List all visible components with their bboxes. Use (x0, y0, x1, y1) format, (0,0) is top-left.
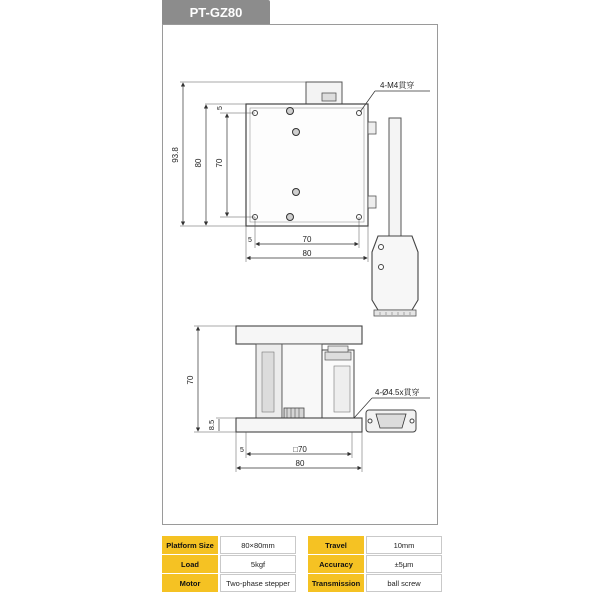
dim-5-bottom: 5 (248, 237, 252, 244)
product-title: PT-GZ80 (189, 4, 243, 20)
spec-label-accuracy: Accuracy (308, 555, 364, 573)
spec-value-motor: Two-phase stepper (220, 574, 296, 592)
dim-8-5-base: 8.5 (207, 419, 216, 431)
top-platform (246, 104, 368, 226)
side-view (186, 326, 430, 472)
top-connector (322, 93, 336, 101)
spec-label-load: Load (162, 555, 218, 573)
spec-label-travel: Travel (308, 536, 364, 554)
dim-80-side-width: 80 (295, 459, 305, 468)
dim-5-top: 5 (217, 106, 224, 110)
spec-label-transmission: Transmission (308, 574, 364, 592)
dim-80-horizontal: 80 (302, 249, 312, 258)
spec-table (162, 536, 438, 592)
side-base (236, 418, 362, 432)
top-hole-note: 4-M4貫穿 (380, 81, 415, 90)
dim-70-horizontal: 70 (302, 235, 312, 244)
dim-70-side-height: 70 (186, 375, 195, 385)
top-view (171, 80, 430, 316)
spec-label-platform-size: Platform Size (162, 536, 218, 554)
dim-70-vertical: 70 (215, 158, 224, 168)
dim-5-side: 5 (240, 447, 244, 454)
spec-label-motor: Motor (162, 574, 218, 592)
side-hole-note: 4-Ø4.5x貫穿 (375, 388, 420, 397)
spec-value-transmission: ball screw (366, 574, 442, 592)
dim-93-8: 93.8 (171, 147, 180, 163)
spec-value-platform-size: 80×80mm (220, 536, 296, 554)
spec-value-accuracy: ±5μm (366, 555, 442, 573)
side-top-plate (236, 326, 362, 344)
spec-value-load: 5kgf (220, 555, 296, 573)
cable (389, 118, 401, 236)
dim-80-vertical: 80 (194, 158, 203, 168)
dim-square-70: □70 (293, 445, 307, 454)
spec-value-travel: 10mm (366, 536, 442, 554)
